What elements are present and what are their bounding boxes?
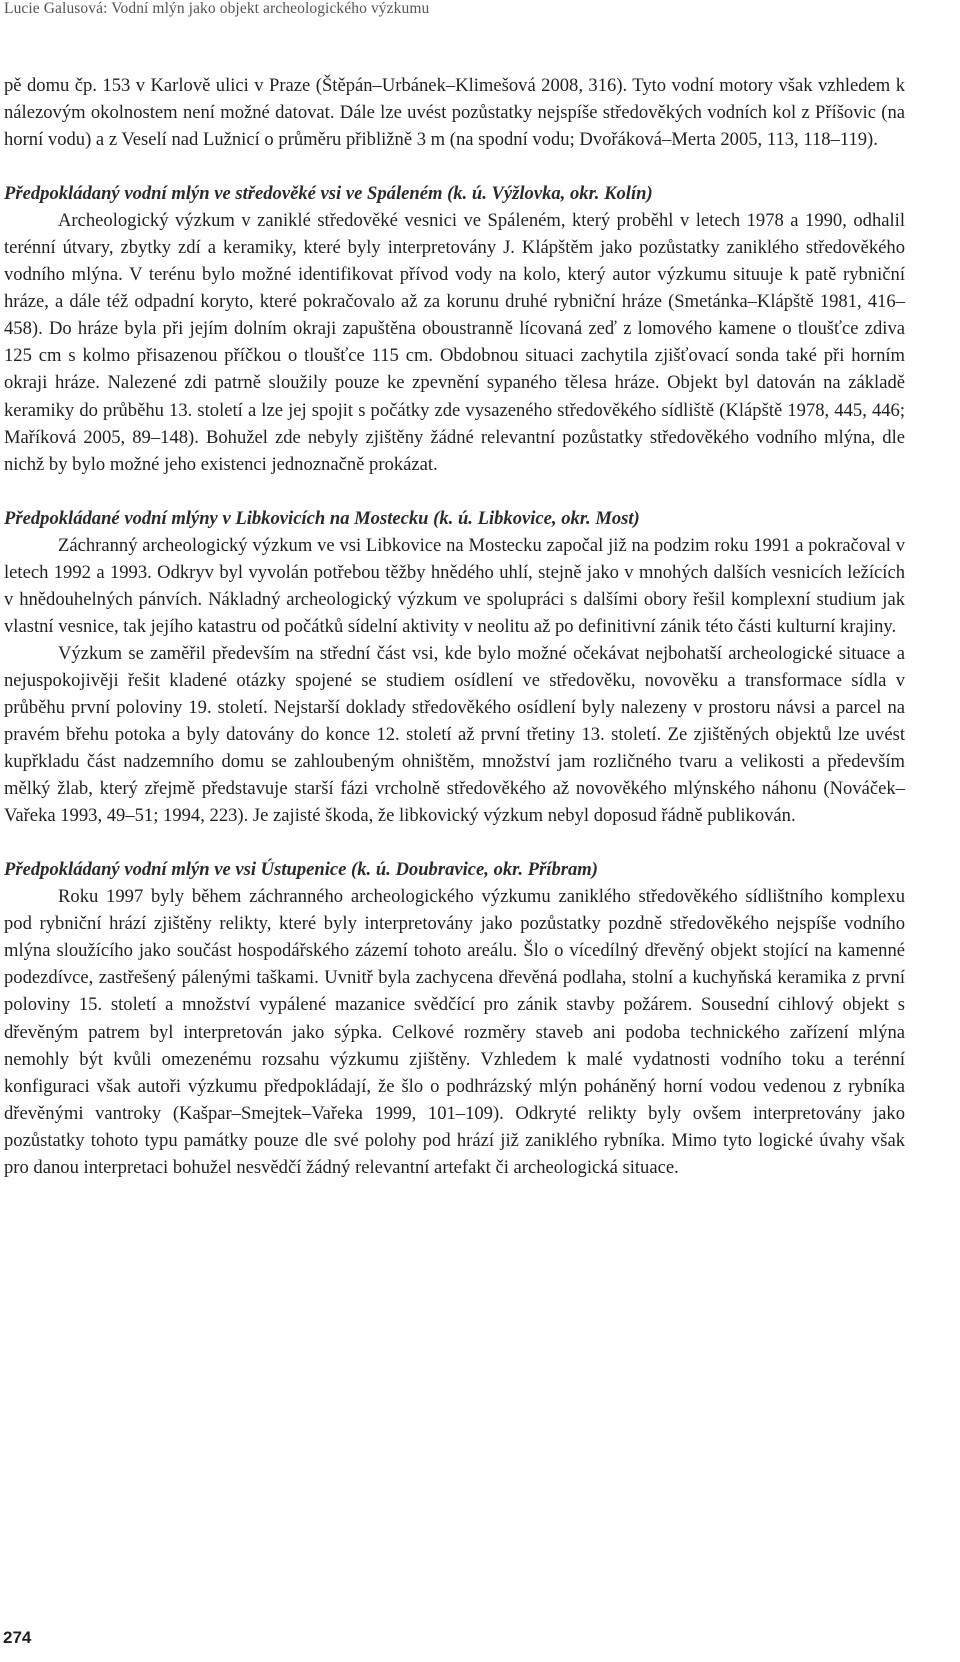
- section-heading: Předpokládaný vodní mlýn ve středověké vsi ve Spáleném (k. ú. Výžlovka, okr. Kolín): [4, 183, 653, 205]
- body-paragraph: Záchranný archeologický výzkum ve vsi Libkovice na Mostecku započal již na podzim roku 1991 a pokračoval v letech 1992 a 1993. Odkryv byl vyvolán potřebou těžby hnědého uhlí, stejně jako v mnohých dalších vesnicích ležících v hnědouhelných pánvích. Nákladný archeologický výzkum ve spolupráci s dalšími obory řešil komplexní studium jak vlastní vesnice, tak jejího katastru od počátků sídelní aktivity v neolitu až po definitivní zánik této části kulturní krajiny.: [4, 534, 905, 637]
- continuation-paragraph: pě domu čp. 153 v Karlově ulici v Praze (Štěpán–Urbánek–Klimešová 2008, 316). Tyto vodní motory však vzhledem k nálezovým okolnostem není možné datovat. Dále lze uvést pozůstatky nejspíše středověkých vodních kol z Příšovic (na horní vodu) a z Veselí nad Lužnicí o průměru přibližně 3 m (na spodní vodu; Dvořáková–Merta 2005, 113, 118–119).: [4, 75, 905, 151]
- body-paragraph: Archeologický výzkum v zaniklé středověké vesnici ve Spáleném, který proběhl v letech 1978 a 1990, odhalil terénní útvary, zbytky zdí a keramiky, které byly interpretovány J. Klápštěm jako pozůstatky zaniklého středověkého vodního mlýna. V terénu bylo možné identifikovat přívod vody na kolo, který autor výzkumu situuje k patě rybniční hráze, a dále též odpadní koryto, které pokračovalo až za korunu druhé rybniční hráze (Smetánka–Klápště 1981, 416–458). Do hráze byla při jejím dolním okraji zapuštěna oboustranně lícovaná zeď z lomového kamene o tloušťce zdiva 125 cm s kolmo přisazenou příčkou o tloušťce 115 cm. Obdobnou situaci zachytila zjišťovací sonda také při horním okraji hráze. Nalezené zdi patrně sloužily pouze ke zpevnění sypaného tělesa hráze. Objekt byl datován na základě keramiky do průběhu 13. století a lze jej spojit s počátky zde vysazeného středověkého sídliště (Klápště 1978, 445, 446; Maříková 2005, 89–148). Bohužel zde nebyly zjištěny žádné relevantní pozůstatky středověkého vodního mlýna, dle nichž by bylo možné jeho existenci jednoznačně prokázat.: [4, 210, 905, 475]
- section-heading: Předpokládaný vodní mlýn ve vsi Ústupenice (k. ú. Doubravice, okr. Příbram): [4, 859, 598, 881]
- body-paragraph: Výzkum se zaměřil především na střední část vsi, kde bylo možné očekávat nejbohatší archeologické situace a nejuspokojivěji řešit kladené otázky spojené se studiem osídlení ve středověku, novověku a transformace sídla v průběhu první poloviny 19. století. Nejstarší doklady středověkého osídlení byly nalezeny v prostoru návsi a parcel na pravém břehu potoka a byly datovány do konce 12. století až první třetiny 13. století. Ze zjištěných objektů lze uvést kupřkladu část nadzemního domu se zahloubeným ohništěm, množství jam rozličného tvaru a velikosti a především mělký žlab, který zřejmě představuje starší fázi vrcholně středověkého až novověkého mlýnského náhonu (Nováček–Vařeka 1993, 49–51; 1994, 223). Je zajisté škoda, že libkovický výzkum nebyl doposud řádně publikován.: [4, 642, 905, 827]
- body-paragraph: Roku 1997 byly během záchranného archeologického výzkumu zaniklého středověkého sídlištního komplexu pod rybniční hrází zjištěny relikty, které byly interpretovány jako pozůstatky pozdně středověkého nejspíše vodního mlýna sloužícího jako součást hospodářského zázemí tohoto areálu. Šlo o vícedílný dřevěný objekt stojící na kamenné podezdívce, zastřešený pálenými taškami. Uvnitř byla zachycena dřevěná podlaha, stolní a kuchyňská keramika z první poloviny 15. století a množství vypálené mazanice svědčící pro zánik stavby požárem. Sousední cihlový objekt s dřevěným patrem byl interpretován jako sýpka. Celkové rozměry staveb ani podoba technického zařízení mlýna nemohly být kvůli omezenému rozsahu výzkumu zjištěny. Vzhledem k malé vydatnosti vodního toku a terénní konfiguraci však autoři výzkumu předpokládají, že šlo o podhrázský mlýn poháněný horní vodou vedenou z rybníka dřevěnými vantroky (Kašpar–Smejtek–Vařeka 1999, 101–109). Odkryté relikty byly ovšem interpretovány jako pozůstatky tohoto typu památky pouze dle své polohy pod hrází již zaniklého rybníka. Mimo tyto logické úvahy však pro danou interpretaci bohužel nesvědčí žádný relevantní artefakt či archeologická situace.: [4, 886, 905, 1178]
- page-number: 274: [3, 1628, 32, 1647]
- section-heading: Předpokládané vodní mlýny v Libkovicích na Mostecku (k. ú. Libkovice, okr. Most): [4, 507, 640, 529]
- running-header: Lucie Galusová: Vodní mlýn jako objekt archeologického výzkumu: [4, 0, 430, 17]
- page-body: [4, 72, 905, 1181]
